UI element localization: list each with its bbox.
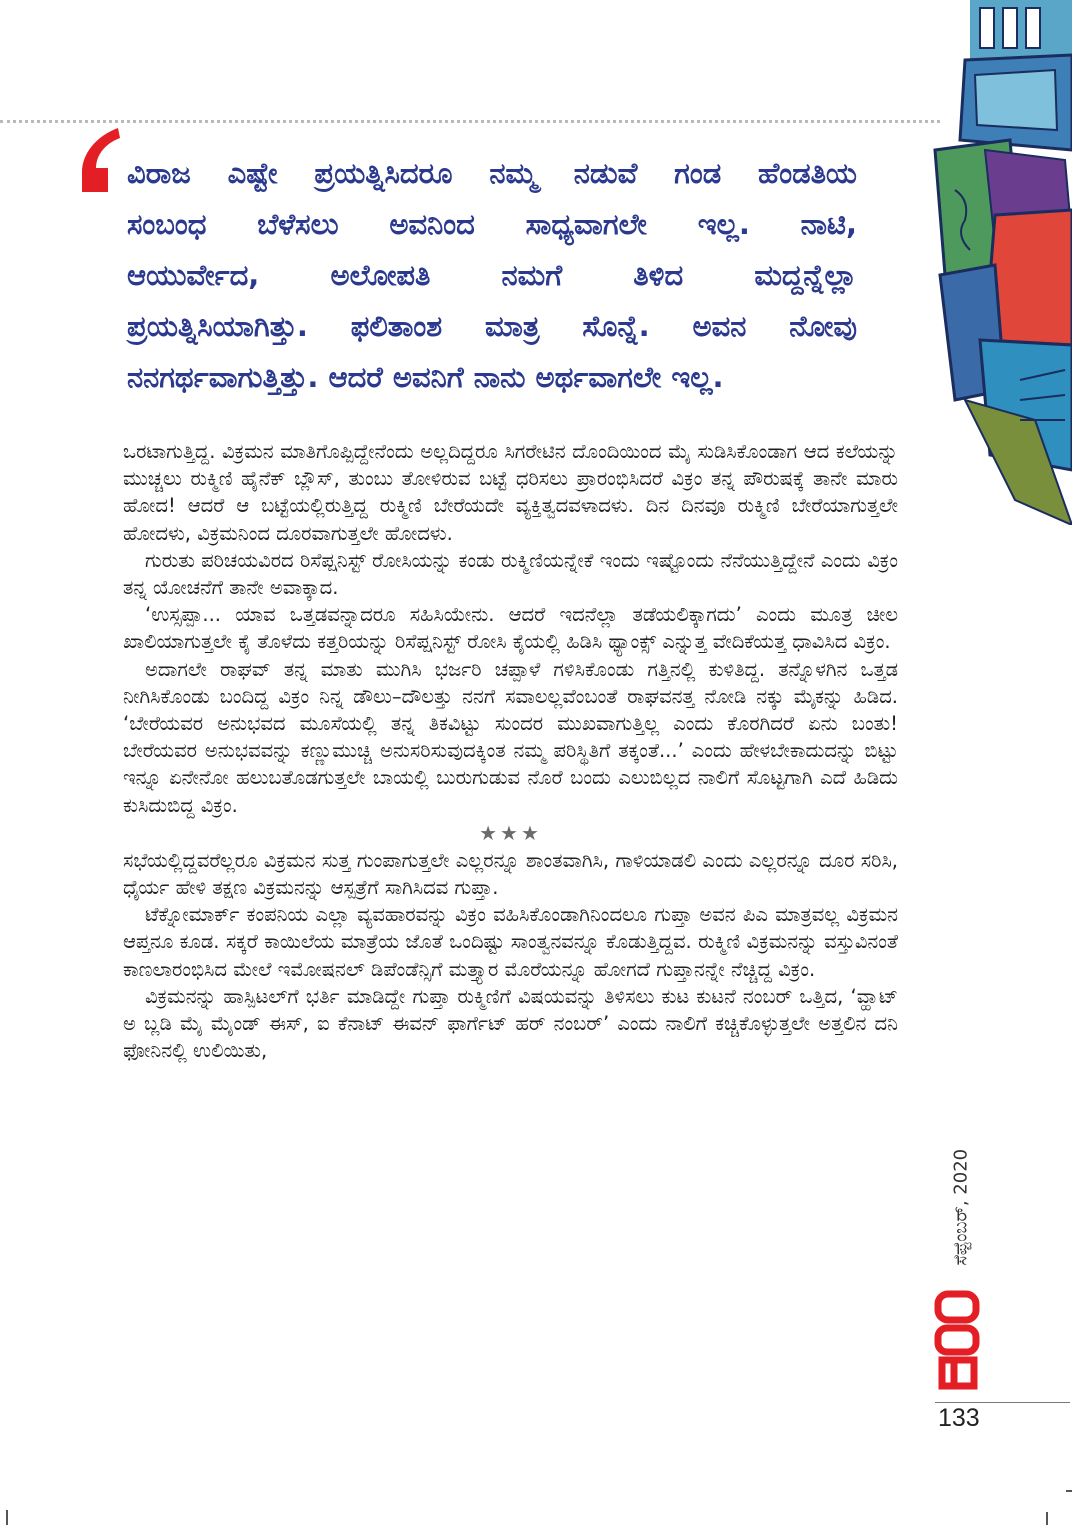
- crop-mark: [1066, 1490, 1072, 1492]
- pull-quote-line: ಆಯುರ್ವೇದ, ಅಲೋಪತಿ ನಮಗೆ ತಿಳಿದ ಮದ್ದನ್ನೆಲ್ಲಾ: [127, 258, 857, 292]
- crop-mark: [6, 1510, 8, 1525]
- magazine-logo: [934, 1290, 980, 1390]
- paragraph: ಒರಟಾಗುತ್ತಿದ್ದ. ವಿಕ್ರಮನ ಮಾತಿಗೊಪ್ಪಿದ್ದೇನೆಂದು ಅಲ್ಲದಿದ್ದರೂ ಸಿಗರೇಟಿನ ದೊಂದಿಯಿಂದ ಮೈ ಸುಡಿಸಿಕೊಂಡಾಗ ಆದ ಕಲೆಯನ್ನು ಮುಚ್ಚಲು ರುಕ್ಮಿಣಿ ಹೈನೆಕ್ ಬ್ಲೌಸ್, ತುಂಬು ತೋಳಿರುವ ಬಟ್ಟೆ ಧರಿಸಲು ಪ್ರಾರಂಭಿಸಿದರೆ ವಿಕ್ರಂ ತನ್ನ ಪೌರುಷಕ್ಕೆ ತಾನೇ ಮಾರು ಹೋದ! ಆದರೆ ಆ ಬಟ್ಟೆಯಲ್ಲಿರುತ್ತಿದ್ದ ರುಕ್ಮಿಣಿ ಬೇರೆಯದೇ ವ್ಯಕ್ತಿತ್ವದವಳಾದಳು. ದಿನ ದಿನವೂ ರುಕ್ಮಿಣಿ ಬೇರೆಯಾಗುತ್ತಲೇ ಹೋದಳು, ವಿಕ್ರಮನಿಂದ ದೂರವಾಗುತ್ತಲೇ ಹೋದಳು.: [123, 440, 898, 545]
- pull-quote-line: ಪ್ರಯತ್ನಿಸಿಯಾಗಿತ್ತು. ಫಲಿತಾಂಶ ಮಾತ್ರ ಸೊನ್ನೆ. ಅವನ ನೋವು: [127, 309, 857, 343]
- crop-mark: [1046, 1512, 1048, 1525]
- footer-rule: [935, 1402, 1070, 1403]
- pull-quote: [127, 148, 857, 403]
- paragraph: ಗುರುತು ಪರಿಚಯವಿರದ ರಿಸೆಪ್ಷನಿಸ್ಟ್ ರೋಸಿಯನ್ನು ಕಂಡು ರುಕ್ಮಿಣಿಯನ್ನೇಕೆ ಇಂದು ಇಷ್ಟೊಂದು ನೆನೆಯುತ್ತಿದ್ದೇನೆ ಎಂದು ವಿಕ್ರಂ ತನ್ನ ಯೋಚನೆಗೆ ತಾನೇ ಅವಾಕ್ಕಾದ.: [123, 548, 898, 600]
- story-illustration: [925, 0, 1072, 525]
- paragraph: ವಿಕ್ರಮನನ್ನು ಹಾಸ್ಪಿಟಲ್‌ಗೆ ಭರ್ತಿ ಮಾಡಿದ್ದೇ ಗುಪ್ತಾ ರುಕ್ಮಿಣಿಗೆ ವಿಷಯವನ್ನು ತಿಳಿಸಲು ಕುಟ ಕುಟನೆ ನಂಬರ್ ಒತ್ತಿದ, ‘ವ್ಹಾಟ್ ಅ ಬ್ಲಡಿ ಮೈ ಮೈಂಡ್ ಈಸ್, ಐ ಕೆನಾಟ್ ಈವನ್ ಫಾರ್ಗೆಟ್ ಹರ್ ನಂಬರ್’ ಎಂದು ನಾಲಿಗೆ ಕಚ್ಚಿಕೊಳ್ಳುತ್ತಲೇ ಅತ್ತಲಿನ ದನಿ ಫೋನಿನಲ್ಲಿ ಉಲಿಯಿತು,: [123, 984, 898, 1063]
- page-number: 133: [938, 1404, 980, 1432]
- pull-quote-line: ನನಗರ್ಥವಾಗುತ್ತಿತ್ತು. ಆದರೆ ಅವನಿಗೆ ನಾನು ಅರ್ಥವಾಗಲೇ ಇಲ್ಲ.: [127, 360, 724, 394]
- issue-date-text: ಸೆಪ್ಟೆಂಬರ್, 2020: [950, 1148, 972, 1266]
- article-body: [123, 438, 898, 1064]
- pull-quote-line: ಸಂಬಂಧ ಬೆಳೆಸಲು ಅವನಿಂದ ಸಾಧ್ಯವಾಗಲೇ ಇಲ್ಲ. ನಾಟಿ,: [127, 207, 857, 241]
- paragraph: ಅದಾಗಲೇ ರಾಘವ್ ತನ್ನ ಮಾತು ಮುಗಿಸಿ ಭರ್ಜರಿ ಚಪ್ಪಾಳೆ ಗಳಿಸಿಕೊಂಡು ಗತ್ತಿನಲ್ಲಿ ಕುಳಿತಿದ್ದ. ತನ್ನೊಳಗಿನ ಒತ್ತಡ ನೀಗಿಸಿಕೊಂಡು ಬಂದಿದ್ದ ವಿಕ್ರಂ ನಿನ್ನ ಡೌಲು–ದೌಲತ್ತು ನನಗೆ ಸವಾಲಲ್ಲವೆಂಬಂತೆ ರಾಘವನತ್ತ ನೋಡಿ ನಕ್ಕು ಮೈಕನ್ನು ಹಿಡಿದ. ‘ಬೇರೆಯವರ ಅನುಭವದ ಮೂಸೆಯಲ್ಲಿ ತನ್ನ ತಿಕವಿಟ್ಟು ಸುಂದರ ಮುಖವಾಗುತ್ತಿಲ್ಲ ಎಂದು ಕೊರಗಿದರೆ ಏನು ಬಂತು! ಬೇರೆಯವರ ಅನುಭವವನ್ನು ಕಣ್ಣುಮುಚ್ಚಿ ಅನುಸರಿಸುವುದಕ್ಕಿಂತ ನಮ್ಮ ಪರಿಸ್ಥಿತಿಗೆ ತಕ್ಕಂತೆ...’ ಎಂದು ಹೇಳಬೇಕಾದುದನ್ನು ಬಿಟ್ಟು ಇನ್ನೂ ಏನೇನೋ ಹಲುಬತೊಡಗುತ್ತಲೇ ಬಾಯಲ್ಲಿ ಬುರುಗುಡುವ ನೊರೆ ಬಂದು ಎಲುಬಿಲ್ಲದ ನಾಲಿಗೆ ಸೊಟ್ಟಗಾಗಿ ಎದೆ ಹಿಡಿದು ಕುಸಿದುಬಿದ್ದ ವಿಕ್ರಂ.: [123, 657, 898, 817]
- issue-date: [946, 1090, 970, 1270]
- paragraph: ಸಭೆಯಲ್ಲಿದ್ದವರೆಲ್ಲರೂ ವಿಕ್ರಮನ ಸುತ್ತ ಗುಂಪಾಗುತ್ತಲೇ ಎಲ್ಲರನ್ನೂ ಶಾಂತವಾಗಿಸಿ, ಗಾಳಿಯಾಡಲಿ ಎಂದು ಎಲ್ಲರನ್ನೂ ದೂರ ಸರಿಸಿ, ಧೈರ್ಯ ಹೇಳಿ ತಕ್ಷಣ ವಿಕ್ರಮನನ್ನು ಆಸ್ಪತ್ರೆಗೆ ಸಾಗಿಸಿದವ ಗುಪ್ತಾ.: [123, 848, 898, 900]
- paragraph: ಟೆಕ್ನೋಮಾರ್ಕ್ ಕಂಪನಿಯ ಎಲ್ಲಾ ವ್ಯವಹಾರವನ್ನು ವಿಕ್ರಂ ವಹಿಸಿಕೊಂಡಾಗಿನಿಂದಲೂ ಗುಪ್ತಾ ಅವನ ಪಿಎ ಮಾತ್ರವಲ್ಲ ವಿಕ್ರಮನ ಆಪ್ತನೂ ಕೂಡ. ಸಕ್ಕರೆ ಕಾಯಿಲೆಯ ಮಾತ್ರೆಯ ಜೊತೆ ಒಂದಿಷ್ಟು ಸಾಂತ್ವನವನ್ನೂ ಕೊಡುತ್ತಿದ್ದವ. ರುಕ್ಮಿಣಿ ವಿಕ್ರಮನನ್ನು ವಸ್ತುವಿನಂತೆ ಕಾಣಲಾರಂಭಿಸಿದ ಮೇಲೆ ಇಮೋಷನಲ್ ಡಿಪೆಂಡೆನ್ಸಿಗೆ ಮತ್ತ್ಯಾರ ಮೊರೆಯನ್ನೂ ಹೋಗದೆ ಗುಪ್ತಾನನ್ನೇ ನೆಚ್ಚಿದ್ದ ವಿಕ್ರಂ.: [123, 903, 898, 981]
- pull-quote-line: ವಿರಾಜ ಎಷ್ಟೇ ಪ್ರಯತ್ನಿಸಿದರೂ ನಮ್ಮ ನಡುವೆ ಗಂಡ ಹೆಂಡತಿಯ: [127, 156, 857, 190]
- paragraph: ‘ಉಸ್ಸಪ್ಪಾ... ಯಾವ ಒತ್ತಡವನ್ನಾದರೂ ಸಹಿಸಿಯೇನು. ಆದರೆ ಇದನೆಲ್ಲಾ ತಡೆಯಲಿಕ್ಕಾಗದು’ ಎಂದು ಮೂತ್ರ ಚೀಲ ಖಾಲಿಯಾಗುತ್ತಲೇ ಕೈ ತೊಳೆದು ಕತ್ತರಿಯನ್ನು ರಿಸೆಪ್ಷನಿಸ್ಟ್ ರೋಸಿ ಕೈಯಲ್ಲಿ ಹಿಡಿಸಿ ಥ್ಯಾಂಕ್ಸ್ ಎನ್ನುತ್ತ ವೇದಿಕೆಯತ್ತ ಧಾವಿಸಿದ ವಿಕ್ರಂ.: [123, 603, 898, 654]
- section-separator: ★★★: [479, 820, 542, 845]
- dotted-divider: [0, 120, 940, 123]
- quote-mark-icon: [78, 128, 122, 192]
